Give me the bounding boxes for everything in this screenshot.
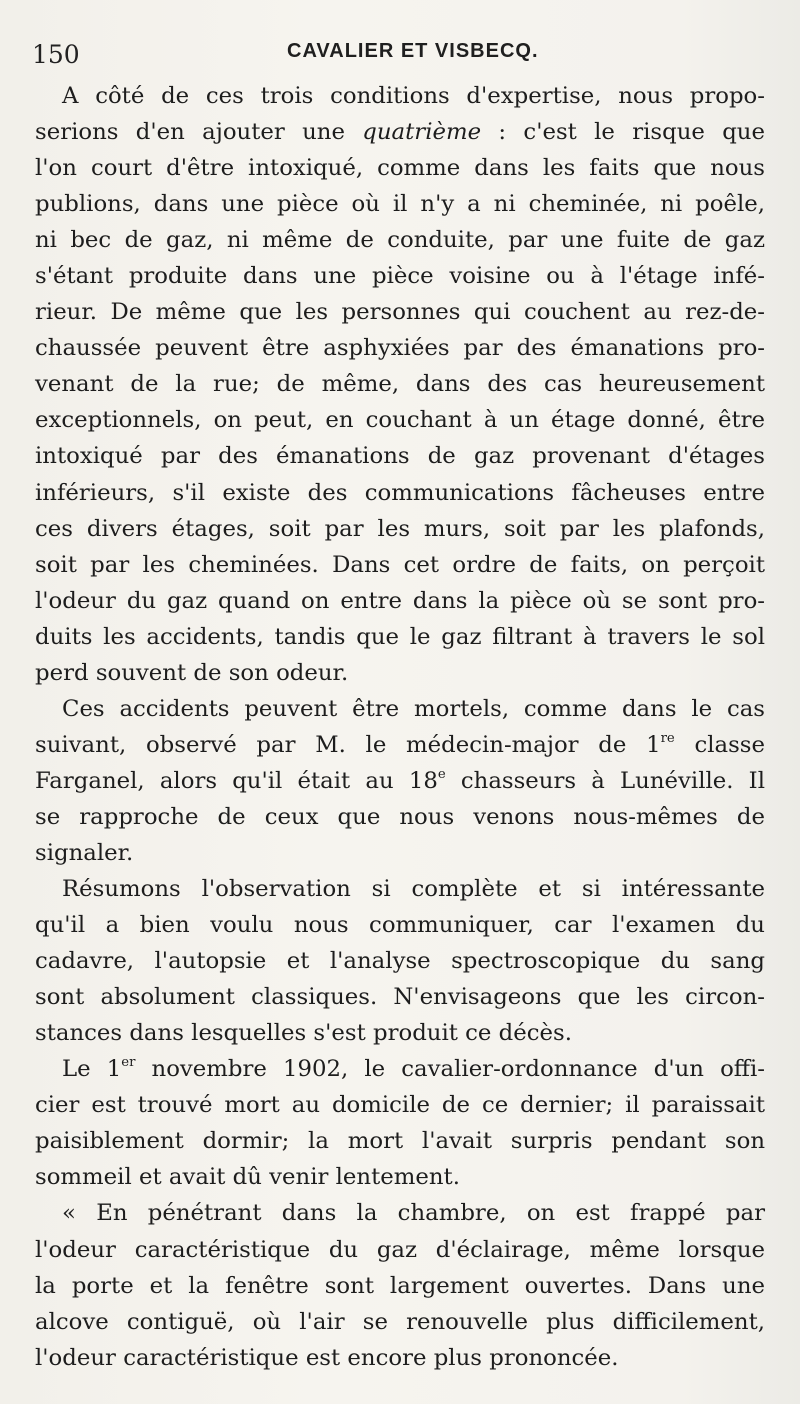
text-line: signaler.: [35, 839, 134, 866]
text-line: l'odeur caractéristique du gaz d'éclairage, même lorsque: [35, 1236, 765, 1263]
text-line: [35, 114, 765, 150]
superscript: re: [660, 730, 675, 746]
paragraph: [35, 1051, 765, 1195]
text-line: stances dans lesquelles s'est produit ce décès.: [35, 1020, 572, 1047]
text-segment: : c'est le risque que: [481, 119, 765, 146]
text-line: l'on court d'être intoxiqué, comme dans les faits que nous: [35, 155, 765, 182]
text-line: Ces accidents peuvent être mortels, comme dans le cas: [62, 695, 765, 722]
text-segment: chasseurs à Lunéville. Il: [445, 767, 765, 794]
text-line: [35, 1051, 765, 1087]
text-line: exceptionnels, on peut, en couchant à un étage donné, être: [35, 407, 765, 434]
text-line: soit par les cheminées. Dans cet ordre de faits, on perçoit: [35, 551, 765, 578]
text-line: cadavre, l'autopsie et l'analyse spectroscopique du sang: [35, 948, 765, 975]
superscript: er: [121, 1055, 136, 1071]
paragraph: [35, 1195, 765, 1375]
text-line: intoxiqué par des émanations de gaz provenant d'étages: [35, 443, 765, 470]
text-segment: Le 1: [62, 1056, 122, 1083]
text-line: « En pénétrant dans la chambre, on est frappé par: [62, 1200, 765, 1227]
text-line: alcove contiguë, où l'air se renouvelle plus difficilement,: [35, 1308, 765, 1335]
text-line: duits les accidents, tandis que le gaz filtrant à travers le sol: [35, 623, 765, 650]
paragraph: [35, 78, 765, 691]
text-segment: suivant, observé par M. le médecin-major de 1: [35, 731, 661, 758]
body-text: [35, 78, 765, 1376]
italic-word: quatrième: [362, 119, 482, 146]
text-line: ces divers étages, soit par les murs, soit par les plafonds,: [35, 515, 765, 542]
text-line: la porte et la fenêtre sont largement ouvertes. Dans une: [35, 1272, 765, 1299]
text-line: perd souvent de son odeur.: [35, 659, 349, 686]
text-line: chaussée peuvent être asphyxiées par des émanations pro-: [35, 335, 765, 362]
text-line: Résumons l'observation si complète et si intéressante: [62, 876, 765, 903]
text-line: sont absolument classiques. N'envisageons que les circon-: [35, 984, 765, 1011]
text-line: sommeil et avait dû venir lentement.: [35, 1164, 460, 1191]
text-line: rieur. De même que les personnes qui couchent au rez-de-: [35, 299, 765, 326]
text-line: [35, 727, 765, 763]
text-line: venant de la rue; de même, dans des cas heureusement: [35, 371, 765, 398]
text-line: l'odeur du gaz quand on entre dans la pièce où se sont pro-: [35, 587, 765, 614]
text-line: A côté de ces trois conditions d'expertise, nous propo-: [62, 83, 765, 109]
text-line: [35, 763, 765, 799]
text-line: cier est trouvé mort au domicile de ce dernier; il paraissait: [35, 1092, 765, 1119]
page-number: 150: [32, 40, 80, 69]
text-segment: classe: [674, 731, 765, 758]
text-line: publions, dans une pièce où il n'y a ni cheminée, ni poêle,: [35, 191, 765, 218]
paragraph: [35, 691, 765, 871]
running-title: CAVALIER ET VISBECQ.: [287, 40, 539, 62]
text-line: qu'il a bien voulu nous communiquer, car l'examen du: [35, 912, 765, 939]
text-line: inférieurs, s'il existe des communications fâcheuses entre: [35, 479, 765, 506]
text-line: s'étant produite dans une pièce voisine ou à l'étage infé-: [35, 263, 765, 290]
text-segment: serions d'en ajouter une: [35, 119, 363, 146]
text-line: ni bec de gaz, ni même de conduite, par une fuite de gaz: [35, 227, 765, 254]
text-segment: novembre 1902, le cavalier-ordonnance d'un offi-: [135, 1056, 765, 1083]
page-header: [32, 38, 768, 72]
text-line: l'odeur caractéristique est encore plus prononcée.: [35, 1344, 619, 1371]
superscript: e: [437, 766, 446, 782]
paragraph: [35, 871, 765, 1051]
text-line: paisiblement dormir; la mort l'avait surpris pendant son: [35, 1128, 765, 1155]
text-segment: Farganel, alors qu'il était au 18: [35, 767, 438, 794]
text-line: se rapproche de ceux que nous venons nous-mêmes de: [35, 803, 765, 830]
